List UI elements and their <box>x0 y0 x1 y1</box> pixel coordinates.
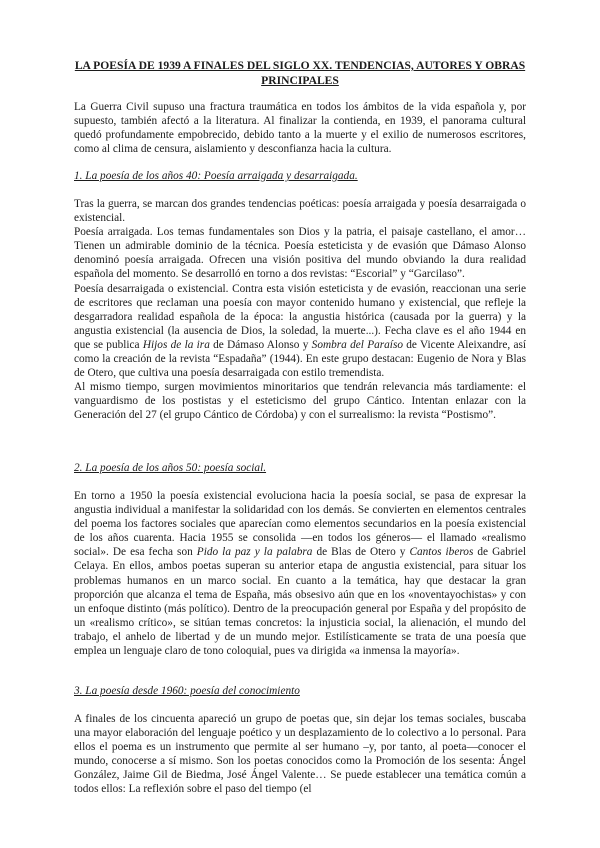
section-1-paragraph-1: Tras la guerra, se marcan dos grandes tendencias poéticas: poesía arraigada y poesía desarraigada o existencial. <box>74 198 526 225</box>
section-1-p3-text-c: de Vicente Aleixandre, así como la creación de la revista “Espadaña” (1944). En este grupo destacan: Eugenio de Nora y Blas de Otero, que cultiva una poesía desarraigada con estilo tremendista. <box>74 338 526 380</box>
section-2-heading: 2. La poesía de los años 50: poesía social. <box>74 462 267 474</box>
section-2-body <box>74 489 526 658</box>
intro-text: La Guerra Civil supuso una fractura traumática en todos los ámbitos de la vida española y, por supuesto, también afectó a la literatura. Al finalizar la contienda, en 1939, el panorama cultural quedó profundamente empobrecido, debido tanto a la muerte y el exilio de numerosos escritores, como al clima de censura, aislamiento y desconfianza hacia la cultura. <box>74 101 526 156</box>
section-1-p3-text-b: de Dámaso Alonso y <box>209 338 312 351</box>
work-title-cantos-iberos: Cantos iberos <box>409 546 474 559</box>
section-3-body <box>74 712 526 797</box>
section-1-paragraph-3 <box>74 282 526 381</box>
section-1-p3-text-a: Poesía desarraigada o existencial. Contra esta visión esteticista y de evasión, reaccionan una serie de escritores que reclaman una poesía con mayor contenido humano y existencial, que refleje la desgarradora realidad española de la época: la angustia histórica (causada por la guerra) y la angustia existencial (la ausencia de Dios, la soledad, la muerte...). Fecha clave es el año 1944 en que se publica <box>74 282 526 351</box>
work-title-hijos-de-la-ira: Hijos de la ira <box>142 338 210 351</box>
section-1-heading: 1. La poesía de los años 40: Poesía arraigada y desarraigada. <box>74 170 358 182</box>
section-1-paragraph-2: Poesía arraigada. Los temas fundamentales son Dios y la patria, el paisaje castellano, el amor… Tienen un admirable dominio de la técnica. Poesía esteticista y de evasión que Dámaso Alonso denominó poesía arraigada. Ofrecen una visión positiva del mundo obviando la dura realidad española del momento. Se desarrolló en torno a dos revistas: “Escorial” y “Garcilaso”. <box>74 226 526 281</box>
section-2-p1-text-a: En torno a 1950 la poesía existencial evoluciona hacia la poesía social, se pasa de expresar la angustia individual a manifestar la solidaridad con los demás. Se convierten en elementos centrales del poema los factores sociales que aparecían como elementos secundarios en la poesía existencial de los años cuarenta. Hacia 1955 se consolida —en todos los géneros— el llamado «realismo social». De esa fecha son <box>74 490 526 559</box>
work-title-pido-la-paz: Pido la paz y la palabra <box>196 546 313 559</box>
section-2-p1-text-b: de Blas de Otero y <box>312 546 410 559</box>
section-3-paragraph-1: A finales de los cincuenta apareció un grupo de poetas que, sin dejar los temas sociales, buscaba una mayor elaboración del lenguaje poético y un desplazamiento de lo colectivo a lo personal. Para ellos el poema es un instrumento que permite al ser humano –y, por tanto, al poeta—conocer el mundo, conocerse a sí mismo. Son los poetas conocidos como la Promoción de los sesenta: Ángel González, Jaime Gil de Biedma, José Ángel Valente… Se puede establecer una temática común a todos ellos: La reflexión sobre el paso del tiempo (el <box>74 713 526 796</box>
section-1-paragraph-4: Al mismo tiempo, surgen movimientos minoritarios que tendrán relevancia más tardiamente: el vanguardismo de los postistas y el esteticismo del grupo Cántico. Intentan enlazar con la Generación del 27 (el grupo Cántico de Córdoba) y con el surrealismo: la revista “Postismo”. <box>74 381 526 422</box>
section-2-paragraph-1 <box>74 489 526 658</box>
section-1-body <box>74 197 526 423</box>
intro-paragraph <box>74 100 526 156</box>
section-3-heading: 3. La poesía desde 1960: poesía del conocimiento <box>74 685 300 697</box>
work-title-sombra-del-paraiso: Sombra del Paraíso <box>311 338 403 351</box>
section-2-p1-text-c: de Gabriel Celaya. En ellos, ambos poetas superan su anterior etapa de angustia existencial, para situar los problemas humanos en un marco social. En cuanto a la temática, hay que destacar la gran proporción que alcanza el tema de España, más obsesivo aún que en los «noventayochistas» y con un enfoque distinto (más político). Dentro de la preocupación general por España y del propósito de un «realismo crítico», se sitúan temas concretos: la injusticia social, la alienación, el mundo del trabajo, el anhelo de libertad y de un mundo mejor. Estilísticamente se trata de una poesía que emplea un lenguaje claro de tono coloquial, pues va dirigida «a inmensa la mayoría». <box>74 546 526 658</box>
page-title: LA POESÍA DE 1939 A FINALES DEL SIGLO XX. TENDENCIAS, AUTORES Y OBRAS PRINCIPALES <box>74 59 526 87</box>
